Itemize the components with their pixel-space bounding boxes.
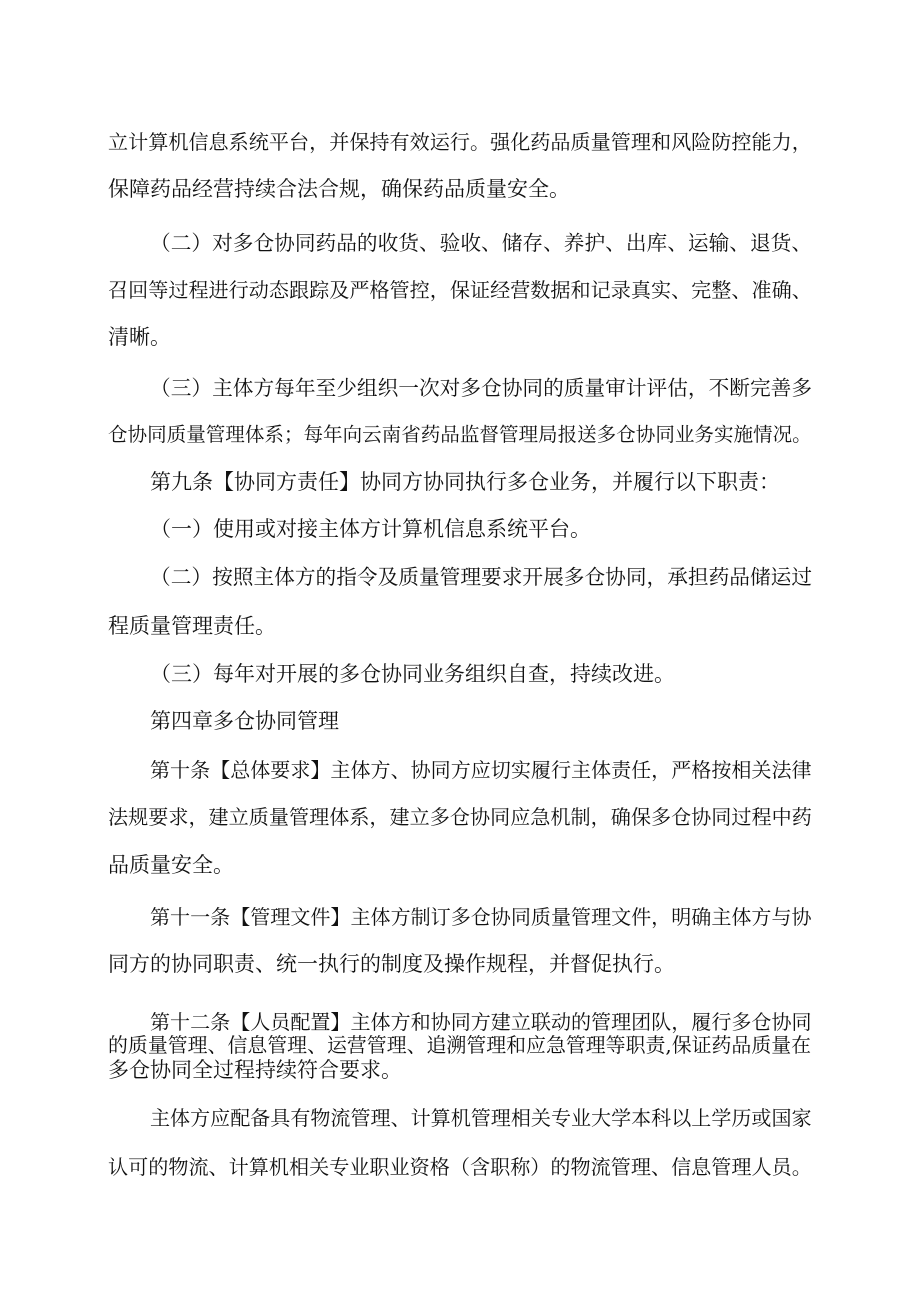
text-line: （三）主体方每年至少组织一次对多仓协同的质量审计评估，不断完善多 (150, 376, 813, 400)
text-line: 保障药品经营持续合法合规，确保药品质量安全。 (108, 177, 570, 201)
text-line: 召回等过程进行动态跟踪及严格管控，保证经营数据和记录真实、完整、准确、 (108, 278, 812, 302)
article-heading-12: 第十二条【人员配置】主体方和协同方建立联动的管理团队，履行多仓协同 (150, 1010, 812, 1034)
text-line: 多仓协同全过程持续符合要求。 (108, 1058, 402, 1082)
text-line: 品质量安全。 (108, 853, 234, 877)
text-line: 立计算机信息系统平台，并保持有效运行。强化药品质量管理和风险防控能力， (108, 130, 812, 154)
text-line: 仓协同质量管理体系；每年向云南省药品监督管理局报送多仓协同业务实施情况。 (108, 423, 812, 446)
article-heading-10: 第十条【总体要求】主体方、协同方应切实履行主体责任，严格按相关法律 (150, 758, 812, 782)
article-heading-9: 第九条【协同方责任】协同方协同执行多仓业务，并履行以下职责： (150, 470, 780, 494)
text-line: 主体方应配备具有物流管理、计算机管理相关专业大学本科以上学历或国家 (150, 1106, 812, 1130)
text-line: 的质量管理、信息管理、运营管理、追溯管理和应急管理等职责,保证药品质量在 (108, 1034, 812, 1057)
text-line: （一）使用或对接主体方计算机信息系统平台。 (150, 517, 591, 541)
article-heading-11: 第十一条【管理文件】主体方制订多仓协同质量管理文件，明确主体方与协 (150, 905, 812, 929)
text-line: （二）对多仓协同药品的收货、验收、储存、养护、出库、运输、退货、 (150, 231, 813, 255)
text-line: （二）按照主体方的指令及质量管理要求开展多仓协同，承担药品储运过 (150, 565, 813, 589)
text-line: 清晰。 (108, 325, 171, 349)
text-line: （三）每年对开展的多仓协同业务组织自查，持续改进。 (150, 662, 675, 686)
text-line: 程质量管理责任。 (108, 614, 276, 638)
text-line: 同方的协同职责、统一执行的制度及操作规程，并督促执行。 (108, 952, 675, 976)
text-line: 认可的物流、计算机相关专业职业资格（含职称）的物流管理、信息管理人员。 (108, 1155, 812, 1179)
chapter-heading-4: 第四章多仓协同管理 (150, 709, 339, 733)
text-line: 法规要求，建立质量管理体系，建立多仓协同应急机制，确保多仓协同过程中药 (108, 805, 812, 829)
